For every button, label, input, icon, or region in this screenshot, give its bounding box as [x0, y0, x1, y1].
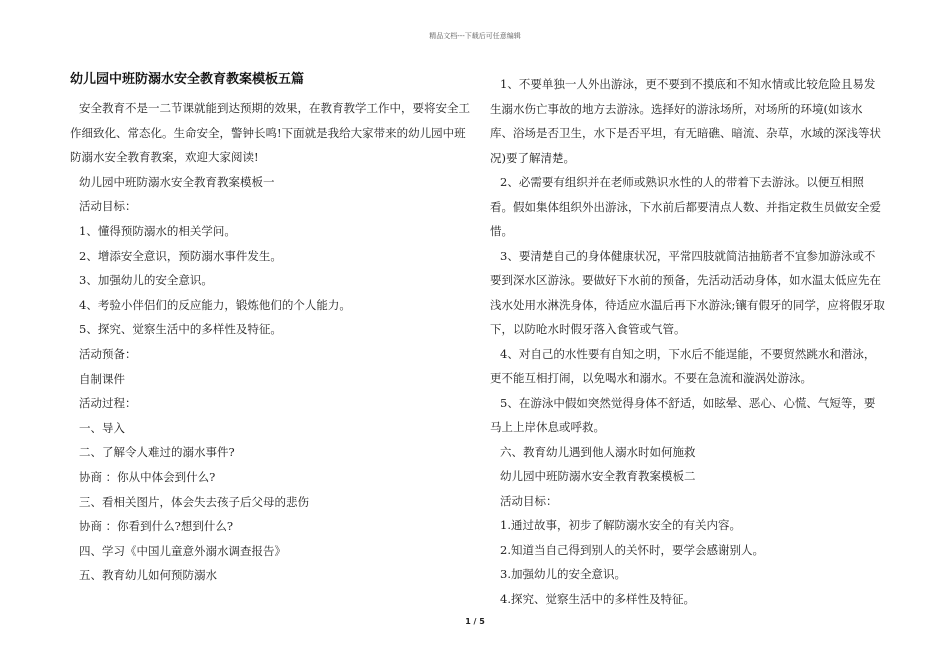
paragraph: 幼儿园中班防溺水安全教育教案模板一	[79, 174, 275, 189]
paragraph: 5、探究、觉察生活中的多样性及特征。	[79, 322, 282, 337]
paragraph: 活动预备：	[79, 346, 137, 361]
paragraph: 2、必需要有组织并在老师或熟识水性的人的带着下去游泳。以便互相照看。假如集体组织外出游泳，下水前后都要清点人数、并指定救生员做安全爱惜。	[490, 175, 881, 238]
paragraph: 2.知道当自己得到别人的关怀时，要学会感谢别人。	[500, 542, 764, 557]
paragraph: 3、要清楚自己的身体健康状况，平常四肢就简洁抽筋者不宜参加游泳或不要到深水区游泳。要做好下水前的预备，先活动活动身体，如水温太低应先在浅水处用水淋洗身体，待适应水温后再下水游泳;镶有假牙的同学，应将假牙取下，以防呛水时假牙落入食管或气管。	[490, 248, 885, 336]
right-column	[490, 72, 885, 611]
paragraph: 1、不要单独一人外出游泳，更不要到不摸底和不知水情或比较危险且易发生溺水伤亡事故的地方去游泳。选择好的游泳场所，对场所的环境(如该水库、浴场是否卫生，水下是否平坦，有无暗礁、暗流、杂草，水域的深浅等状况)要了解清楚。	[490, 77, 881, 165]
paragraph: 4、对自己的水性要有自知之明，下水后不能逞能，不要贸然跳水和潜泳，更不能互相打闹，以免喝水和溺水。不要在急流和漩涡处游泳。	[490, 346, 876, 385]
paragraph: 六、教育幼儿遇到他人溺水时如何施救	[500, 444, 696, 459]
paragraph: 2、增添安全意识，预防溺水事件发生。	[79, 248, 282, 263]
page-number: 1 / 5	[465, 617, 485, 626]
document-title: 幼儿园中班防溺水安全教育教案模板五篇	[70, 72, 305, 87]
paragraph: 活动目标：	[500, 493, 558, 508]
paragraph: 4、考验小伴侣们的反应能力，锻炼他们的个人能力。	[79, 297, 351, 312]
paragraph: 协商 ：你从中体会到什么?	[79, 469, 216, 484]
paragraph: 活动过程：	[79, 396, 137, 411]
paragraph: 1、懂得预防溺水的相关学问。	[79, 223, 236, 238]
paragraph: 3.加强幼儿的安全意识。	[500, 567, 626, 581]
paragraph: 二、了解令人难过的溺水事件?	[79, 445, 235, 460]
paragraph: 安全教育不是一二节课就能到达预期的效果，在教育教学工作中，要将安全工作细致化、常态化。生命安全，警钟长鸣!下面就是我给大家带来的幼儿园中班防溺水安全教育教案，欢迎大家阅读!	[70, 101, 470, 165]
paragraph: 四、学习《中国儿童意外溺水调查报告》	[79, 543, 286, 558]
paragraph: 3、加强幼儿的安全意识。	[79, 273, 213, 288]
paragraph: 1.通过故事，初步了解防溺水安全的有关内容。	[500, 518, 741, 532]
page-header: 精品文档---下载后可任意编辑	[429, 32, 521, 40]
paragraph: 协商 ：你看到什么?想到什么?	[79, 519, 233, 534]
paragraph: 4.探究、觉察生活中的多样性及特征。	[500, 591, 695, 606]
paragraph: 一、导入	[79, 420, 125, 435]
left-column	[70, 72, 470, 588]
paragraph: 五、教育幼儿如何预防溺水	[79, 568, 217, 583]
paragraph: 活动目标：	[79, 199, 137, 214]
paragraph: 三、看相关图片，体会失去孩子后父母的悲伤	[79, 494, 309, 509]
paragraph: 幼儿园中班防溺水安全教育教案模板二	[500, 469, 696, 483]
paragraph: 5、在游泳中假如突然觉得身体不舒适，如眩晕、恶心、心慌、气短等，要马上上岸休息或呼救。	[490, 395, 876, 434]
paragraph: 自制课件	[79, 371, 125, 386]
